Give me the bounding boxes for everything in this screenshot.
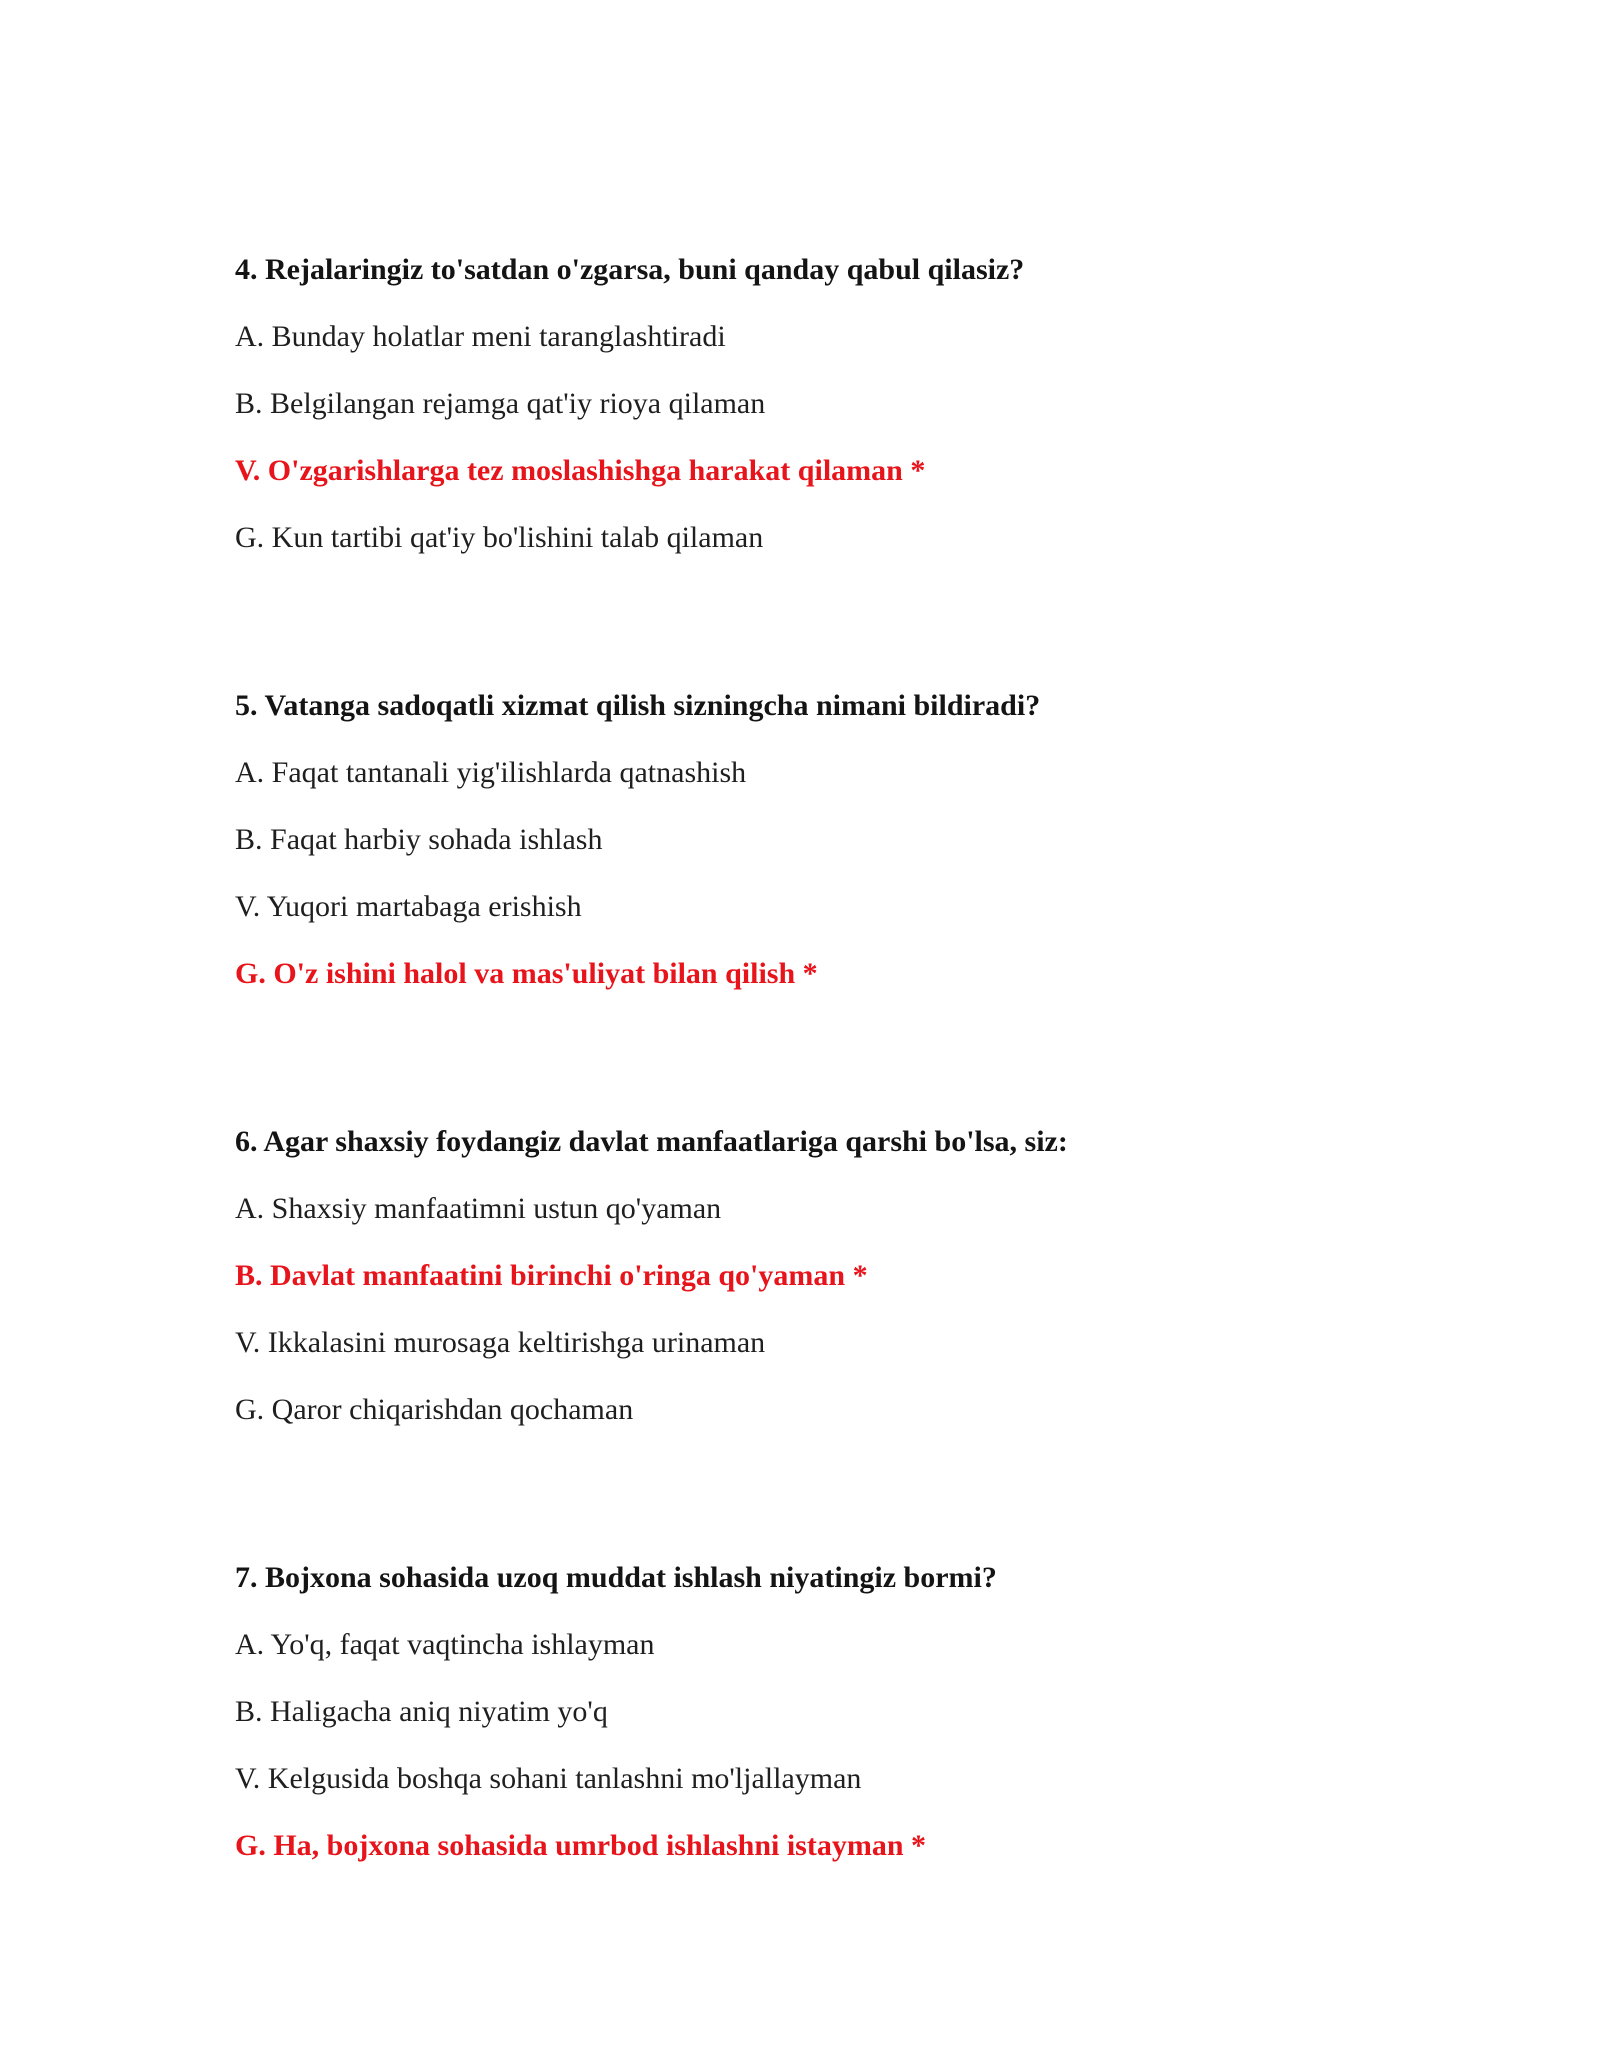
answer-option-a: A. Faqat tantanali yig'ilishlarda qatnashish [235, 756, 747, 789]
question-block-4 [235, 252, 1435, 555]
answer-option-a: A. Shaxsiy manfaatimni ustun qo'yaman [235, 1192, 722, 1225]
question-title: 4. Rejalaringiz to'satdan o'zgarsa, buni qanday qabul qilasiz? [235, 253, 1025, 286]
answer-option-b: B. Belgilangan rejamga qat'iy rioya qilaman [235, 387, 766, 420]
question-title: 7. Bojxona sohasida uzoq muddat ishlash niyatingiz bormi? [235, 1561, 997, 1594]
question-title: 6. Agar shaxsiy foydangiz davlat manfaatlariga qarshi bo'lsa, siz: [235, 1125, 1068, 1158]
question-list [235, 252, 1435, 1863]
answer-option-v-correct: V. O'zgarishlarga tez moslashishga harakat qilaman * [235, 454, 926, 487]
answer-option-g-correct: G. Ha, bojxona sohasida umrbod ishlashni istayman * [235, 1829, 927, 1862]
answer-option-b: B. Faqat harbiy sohada ishlash [235, 823, 603, 856]
answer-option-g-correct: G. O'z ishini halol va mas'uliyat bilan qilish * [235, 957, 818, 990]
question-block-6 [235, 1124, 1435, 1427]
answer-option-v: V. Yuqori martabaga erishish [235, 890, 582, 923]
answer-option-b-correct: B. Davlat manfaatini birinchi o'ringa qo'yaman * [235, 1259, 868, 1292]
question-title: 5. Vatanga sadoqatli xizmat qilish sizningcha nimani bildiradi? [235, 689, 1041, 722]
answer-option-a: A. Yo'q, faqat vaqtincha ishlayman [235, 1628, 655, 1661]
answer-option-g: G. Kun tartibi qat'iy bo'lishini talab qilaman [235, 521, 764, 554]
answer-option-a: A. Bunday holatlar meni taranglashtiradi [235, 320, 726, 353]
question-block-7 [235, 1560, 1435, 1863]
answer-option-v: V. Ikkalasini murosaga keltirishga urinaman [235, 1326, 766, 1359]
question-block-5 [235, 688, 1435, 991]
answer-option-v: V. Kelgusida boshqa sohani tanlashni mo'ljallayman [235, 1762, 862, 1795]
answer-option-g: G. Qaror chiqarishdan qochaman [235, 1393, 634, 1426]
answer-option-b: B. Haligacha aniq niyatim yo'q [235, 1695, 608, 1728]
